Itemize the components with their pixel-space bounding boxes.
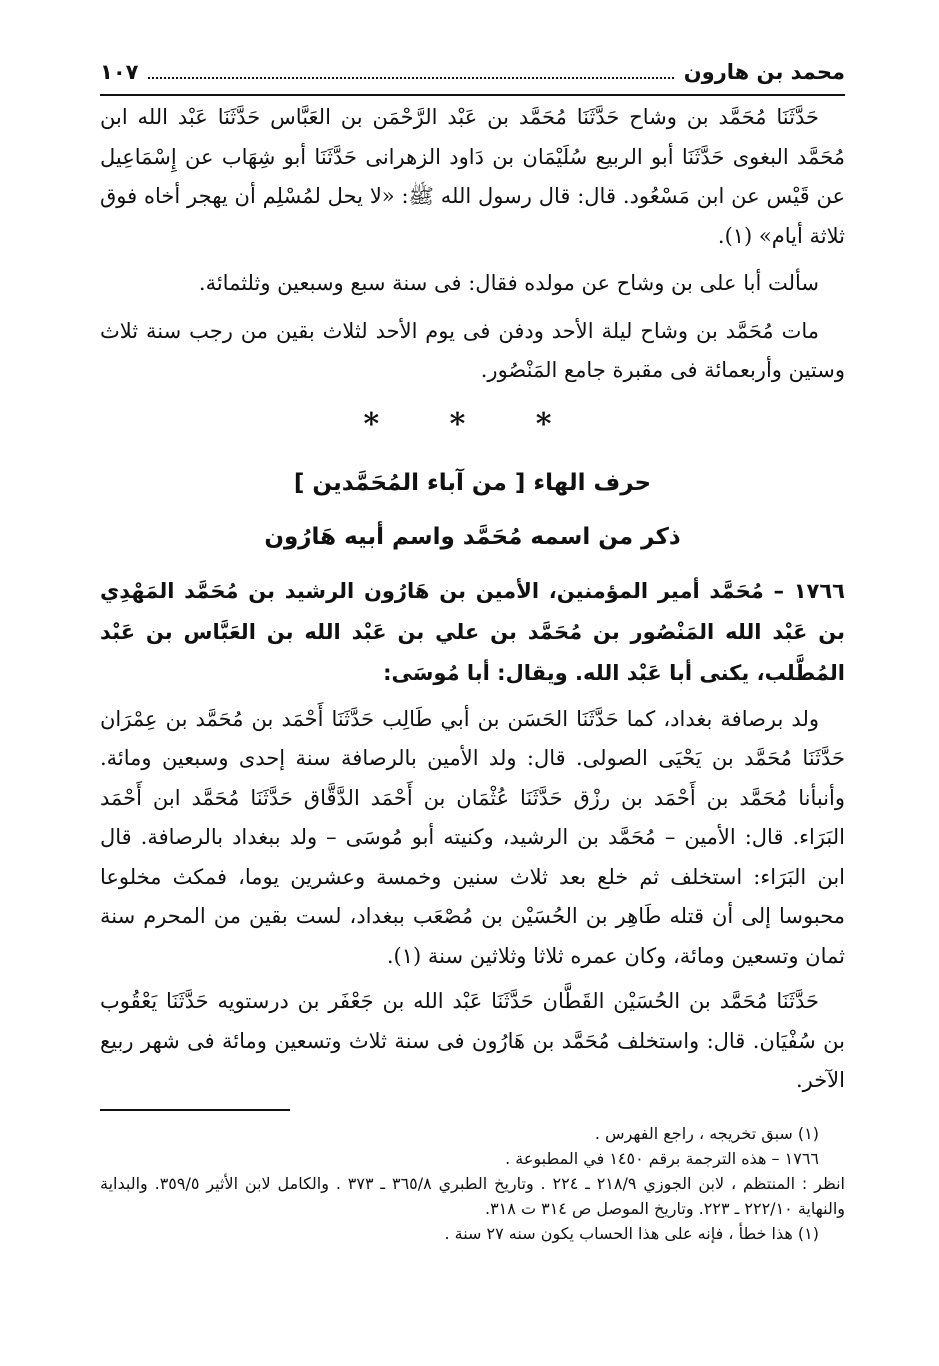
section-separator: * * *: [363, 406, 582, 442]
footnote-entry-number: ١٧٦٦ – هذه الترجمة برقم ١٤٥٠ في المطبوعة .: [505, 1148, 819, 1168]
paragraph-biography: ولد برصافة بغداد، كما حَدَّثَنَا الحَسَن بن أبي طَالِب حَدَّثَنَا أَحْمَد بن مُحَمَّد بن عِمْرَان حَدَّثَنَا مُحَمَّد بن يَحْيَى الصولى. قال: ولد الأمين بالرصافة سنة إحدى وسبعين ومائة. وأنبأنا مُحَمَّد بن أَحْمَد بن رزْق حَدَّثَنَا عُثْمَان بن أَحْمَد الدَّقَّاق حَدَّثَنَا مُحَمَّد ابن أَحْمَد البَرَاء. قال: الأمين – مُحَمَّد بن الرشيد، وكنيته أبو مُوسَى – ولد ببغداد بالرصافة. قال ابن البَرَاء: استخلف ثم خلع بعد ثلاث سنين وخمسة وعشرين يوما، فمكث مخلوعا محبوسا إلى أن قتله طَاهِر بن الحُسَيْن بن مُصْعَب ببغداد، لست بقين من المحرم سنة ثمان وتسعين ومائة، وكان عمره ثلاثا وثلاثين سنة (١).: [100, 706, 845, 968]
page-number: ١٠٧: [100, 60, 139, 84]
entry-heading: ١٧٦٦ – مُحَمَّد أمير المؤمنين، الأمين بن هَارُون الرشيد بن مُحَمَّد المَهْدِي بن عَبْد الله المَنْصُور بن مُحَمَّد بن علي بن عَبْد الله بن العَبَّاس بن عَبْد المُطَّلب، يكنى أبا عَبْد الله. ويقال: أبا مُوسَى:: [100, 578, 845, 685]
paragraph-hadith-chain: حَدَّثَنَا مُحَمَّد بن وشاح حَدَّثَنَا مُحَمَّد بن عَبْد الرَّحْمَن بن العَبَّاس حَدَّثَنَا عَبْد الله ابن مُحَمَّد البغوى حَدَّثَنَا أبو الربيع سُلَيْمَان بن دَاود الزهرانى حَدَّثَنَا أبو شِهَاب عن إِسْمَاعِيل عن قَيْس عن ابن مَسْعُود. قال: قال رسول الله ﷺ: «لا يحل لمُسْلِم أن يهجر أخاه فوق ثلاثة أيام» (١).: [100, 105, 845, 248]
paragraph-birth: سألت أبا على بن وشاح عن مولده فقال: فى سنة سبع وسبعين وثلثمائة.: [198, 271, 819, 295]
running-header: [100, 52, 845, 96]
footnote-divider-wrap: [100, 1101, 845, 1111]
dotted-leader: [148, 76, 673, 79]
section-title: حرف الهاء [ من آباء المُحَمَّدين ]: [293, 469, 652, 496]
paragraph-caliphate: حَدَّثَنَا مُحَمَّد بن الحُسَيْن القَطَّان حَدَّثَنَا عَبْد الله بن جَعْفَر بن درستويه حَدَّثَنَا يَعْقُوب بن سُفْيَان. قال: واستخلف مُحَمَّد بن هَارُون فى سنة ثلاث وتسعين ومائة فى شهر ربيع الآخر.: [100, 989, 845, 1092]
paragraph-death: مات مُحَمَّد بن وشاح ليلة الأحد ودفن فى يوم الأحد لثلاث بقين من رجب سنة ثلاث وستين وأربعمائة فى مقبرة جامع المَنْصُور.: [100, 318, 845, 382]
subsection-title: ذكر من اسمه مُحَمَّد واسم أبيه هَارُون: [264, 523, 681, 550]
footnote-1: (١) سبق تخريجه ، راجع الفهرس .: [594, 1123, 819, 1143]
header-title: محمد بن هارون: [683, 60, 845, 84]
footnote-divider: [100, 1109, 290, 1111]
footnotes: [100, 1121, 845, 1246]
footnote-references: انظر : المنتظم ، لابن الجوزي ٢١٨/٩ ـ ٢٢٤ . وتاريخ الطبري ٣٦٥/٨ ـ ٣٧٣ . والكامل لابن الأثير ٣٥٩/٥. والبداية والنهاية ٢٢٢/١٠ ـ ٢٢٣. وتاريخ الموصل ص ٣١٤ ت ٣١٨.: [100, 1173, 845, 1218]
book-page: [100, 52, 845, 1352]
footnote-2: (١) هذا خطأ ، فإنه على هذا الحساب يكون سنه ٢٧ سنة .: [444, 1223, 819, 1243]
